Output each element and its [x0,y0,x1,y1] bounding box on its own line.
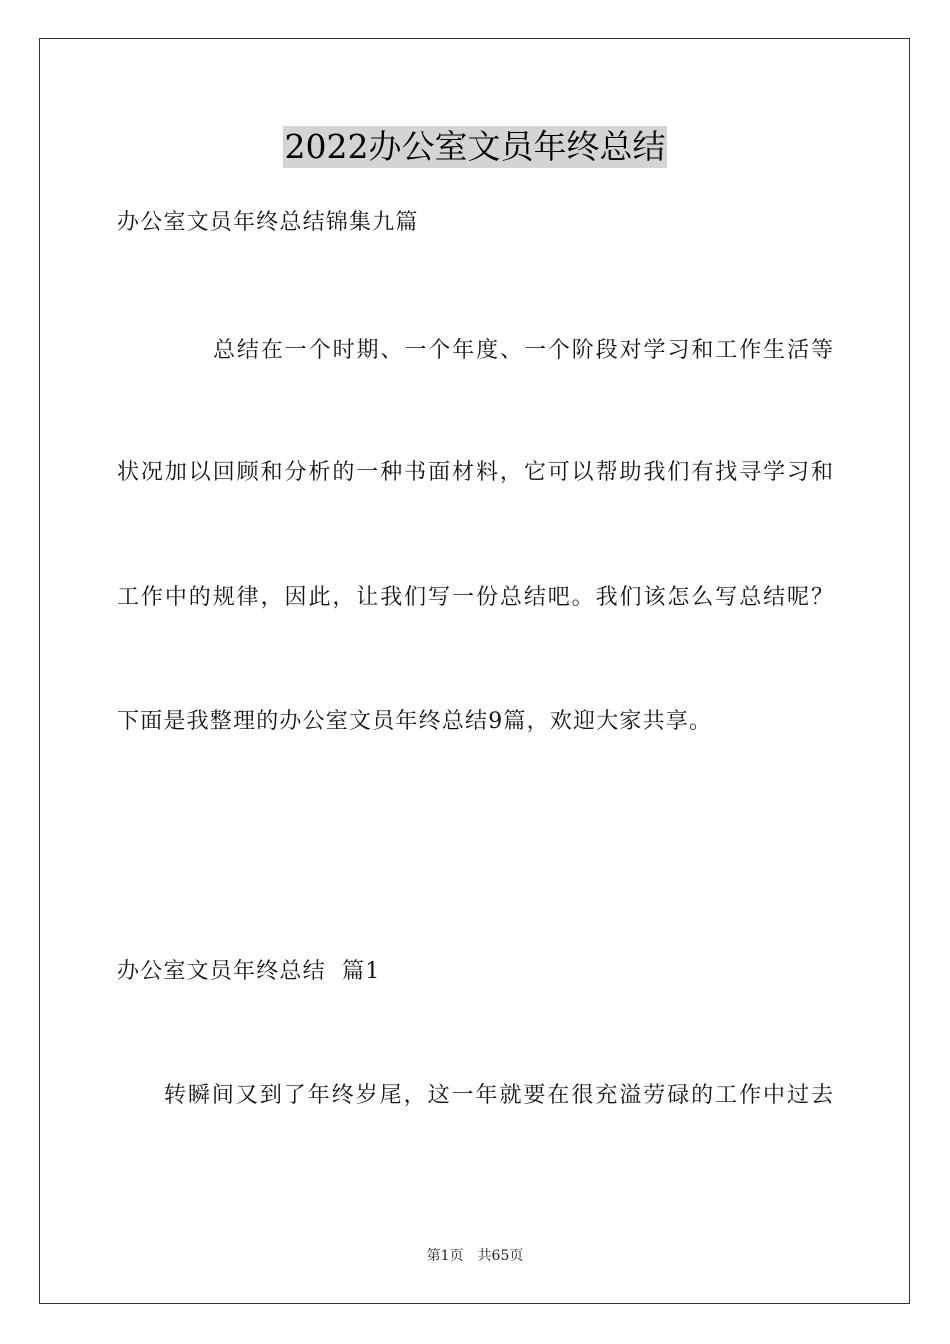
section-heading: 办公室文员年终总结 篇1 [117,959,381,984]
intro-line-2: 状况加以回顾和分析的一种书面材料，它可以帮助我们有找寻学习和 [117,460,833,485]
document-title: 2022办公室文员年终总结 [284,127,666,166]
page-footer [0,1247,950,1265]
title-container [0,126,950,168]
intro-line-4: 下面是我整理的办公室文员年终总结9篇，欢迎大家共享。 [117,709,713,734]
intro-line-3: 工作中的规律，因此，让我们写一份总结吧。我们该怎么写总结呢？ [117,585,833,610]
section-paragraph-line-1: 转瞬间又到了年终岁尾，这一年就要在很充溢劳碌的工作中过去 [164,1083,833,1108]
document-subtitle: 办公室文员年终总结锦集九篇 [117,210,419,235]
intro-line-1: 总结在一个时期、一个年度、一个阶段对学习和工作生活等 [213,338,833,363]
page-total: 共65页 [477,1248,524,1264]
page-number: 第1页 [426,1248,464,1264]
